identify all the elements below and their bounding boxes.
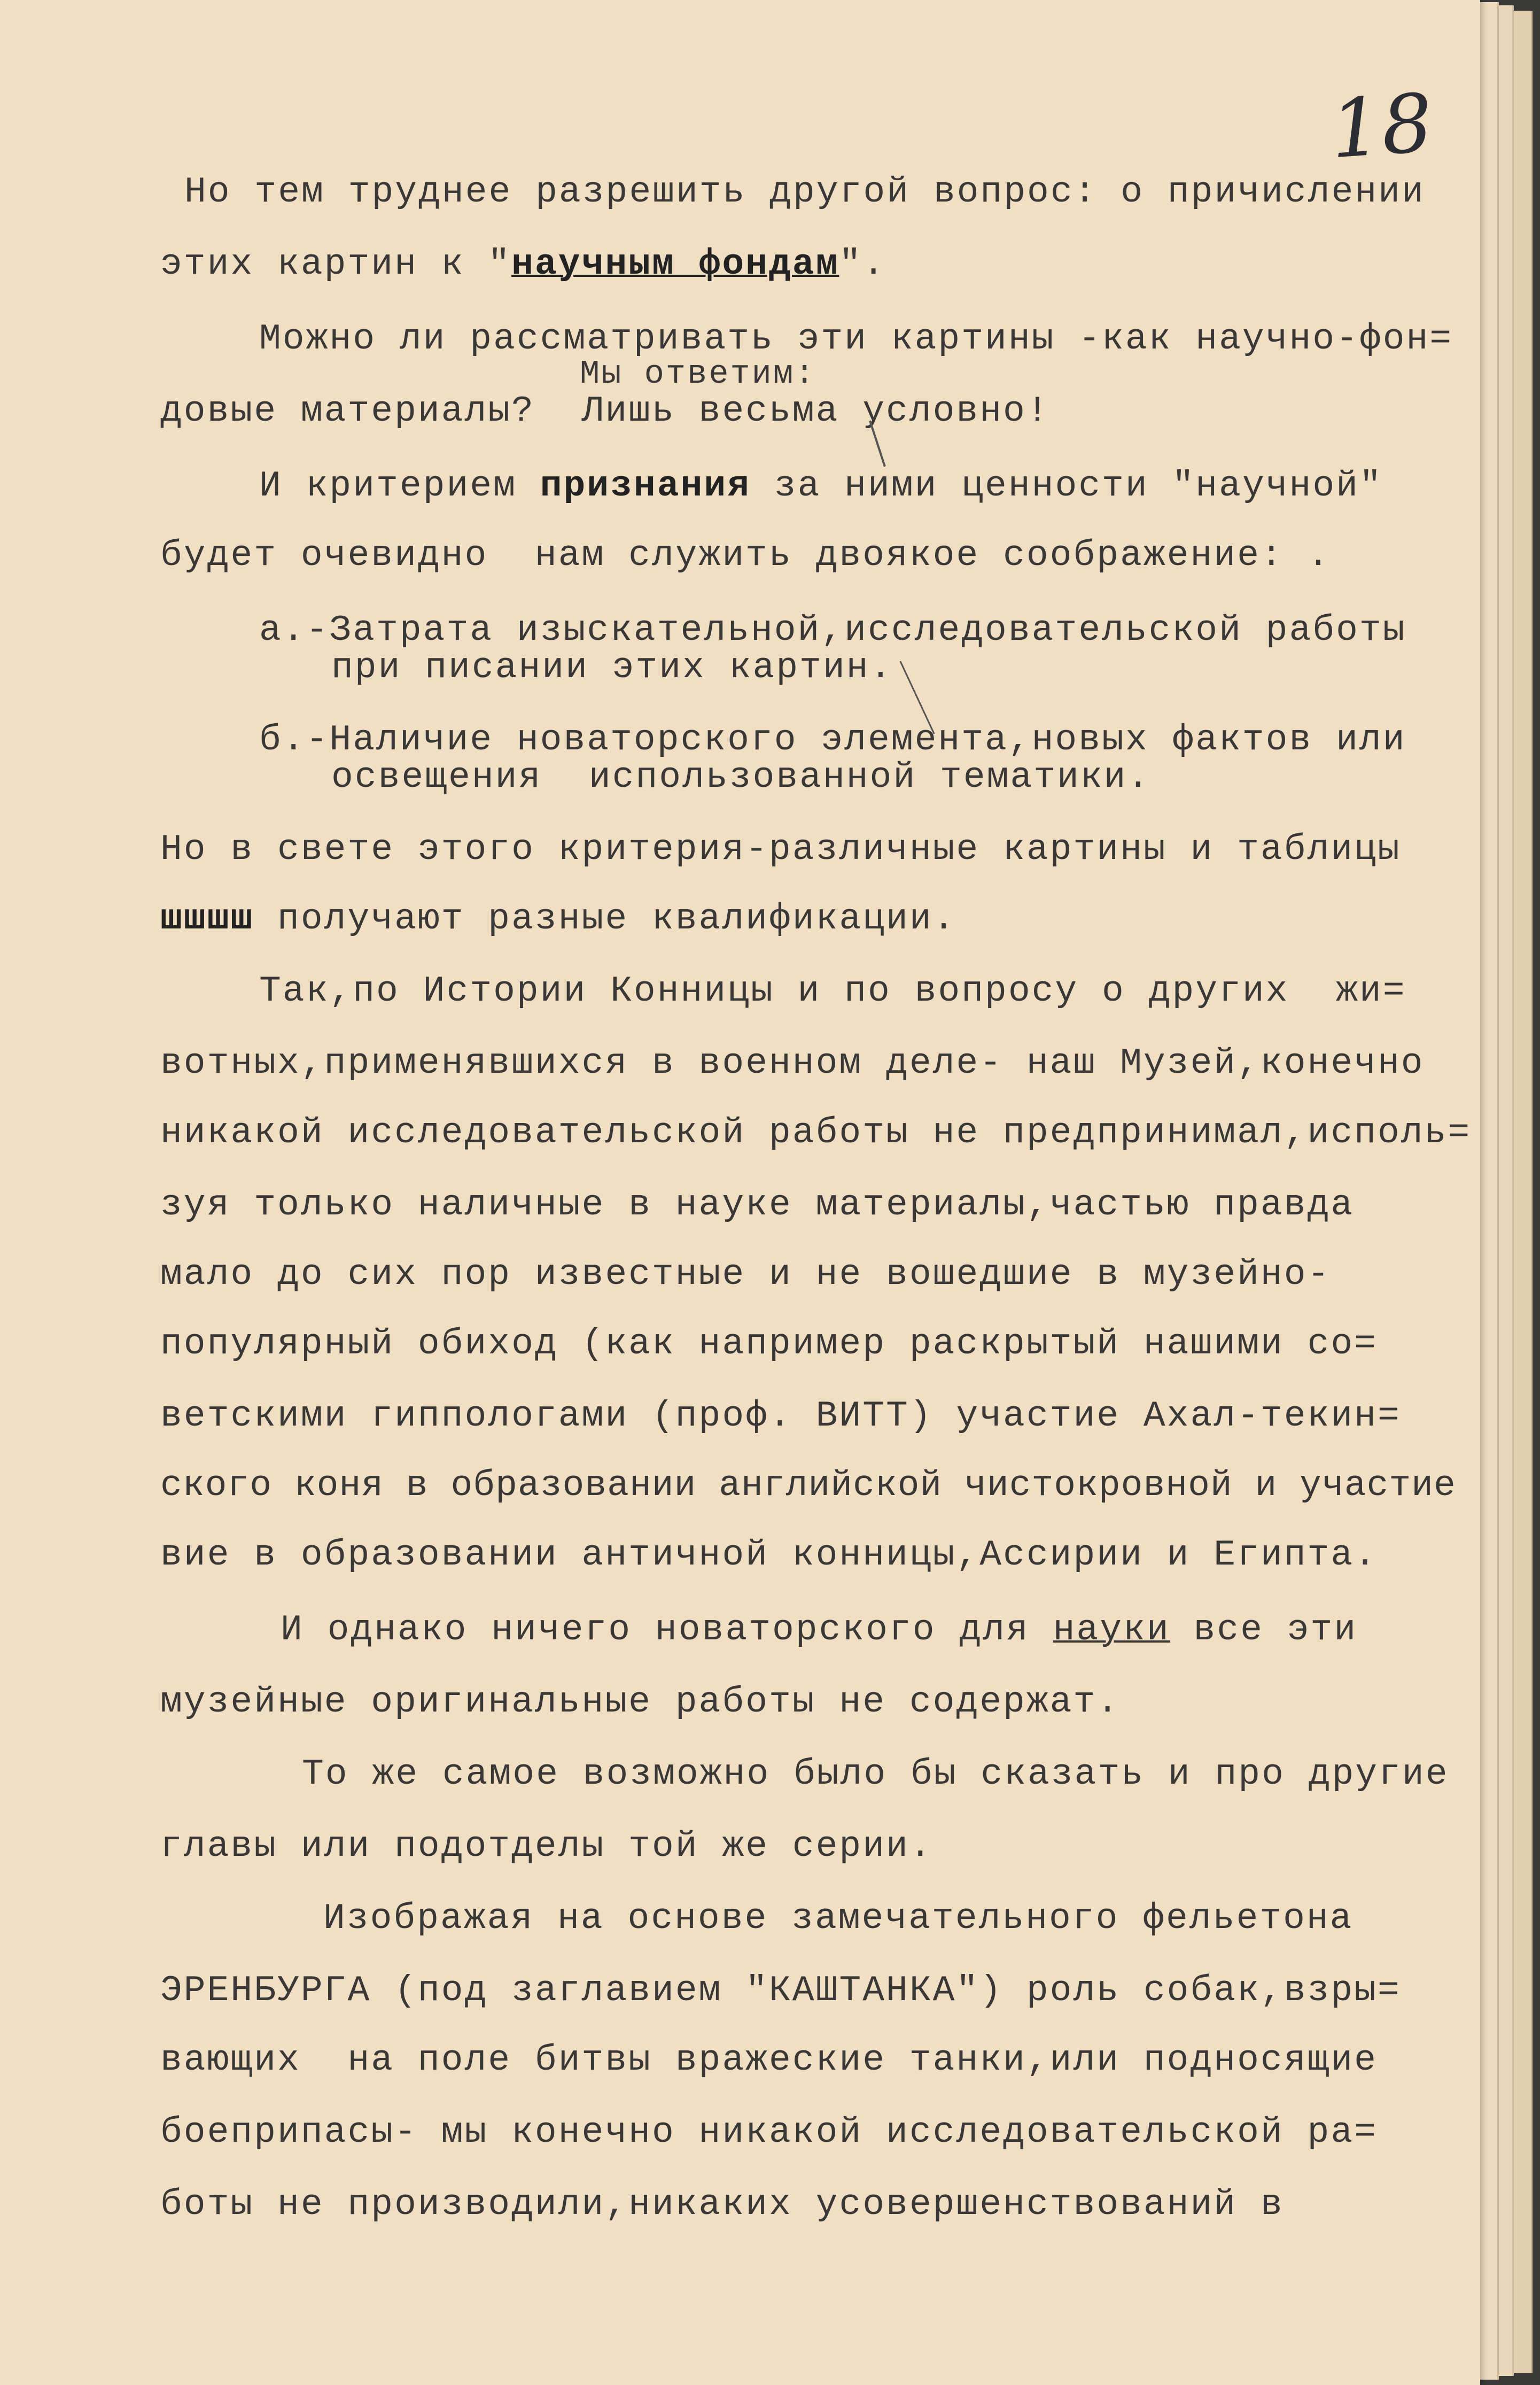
underlined-phrase: научным фондам [511,244,839,285]
overtyped-word: признания [540,466,751,507]
underlined-word: науки [1053,1609,1170,1651]
text-line: ветскими гиппологами (проф. ВИТТ) участие Ахал-текин= [160,1396,1401,1437]
text-line: вие в образовании античной конницы,Ассирии и Египта. [160,1535,1378,1576]
list-item-a: а.-Затрата изыскательной,исследовательской работы [259,610,1406,651]
page-number: 18 [1327,76,1436,177]
text-line: Изображая на основе замечательного фельетона [323,1898,1354,1939]
text-line: мало до сих пор известные и не вошедшие в музейно- [160,1254,1331,1295]
text-line: никакой исследовательской работы не предпринимал,исполь= [160,1112,1472,1153]
list-item-b: б.-Наличие новаторского элемента,новых фактов или [259,719,1406,761]
text-line: боты не производили,никаких усовершенствований в [160,2184,1284,2225]
text-line: популярный обиход (как например раскрытый нашими со= [160,1323,1378,1365]
text-line: Но тем труднее разрешить другой вопрос: о причислении [184,172,1425,213]
text-line: И однако ничего новаторского для науки все эти [281,1609,1358,1651]
inserted-line: Мы ответим: [580,355,816,393]
text-line: ского коня в образовании английской чистокровной и участие [160,1465,1456,1506]
text-line: Можно ли рассматривать эти картины -как научно-фон= [259,319,1453,360]
text-line: ЭРЕНБУРГА (под заглавием "КАШТАНКА") роль собак,взры= [160,1970,1401,2011]
list-item-a-cont: при писании этих картин. [331,647,893,688]
text-line: И критерием признания за ними ценности "научной" [259,466,1383,507]
text-line: шшшш получают разные квалификации. [160,899,956,940]
text-line: будет очевидно нам служить двоякое соображение: . [160,535,1331,576]
text-line: Так,по Истории Конницы и по вопросу о других жи= [259,971,1406,1012]
struck-word: шшшш [160,899,254,940]
text-line: довые материалы? Лишь весьма условно! [160,391,1050,432]
text-line: вотных,применявшихся в военном деле- наш Музей,конечно [160,1043,1425,1084]
text-line: вающих на поле битвы вражеские танки,или подносящие [160,2040,1378,2081]
text-line: музейные оригинальные работы не содержат. [160,1682,1121,1723]
text-line: зуя только наличные в науке материалы,частью правда [160,1184,1355,1226]
text-line: главы или подотделы той же серии. [160,1826,933,1867]
text-line: этих картин к "научным фондам". [160,244,886,285]
list-item-b-cont: освещения использованной тематики. [331,757,1151,798]
text-line: То же самое возможно было бы сказать и про другие [302,1754,1449,1795]
text-line: Но в свете этого критерия-различные картины и таблицы [160,829,1401,870]
text-line: боеприпасы- мы конечно никакой исследовательской ра= [160,2112,1378,2153]
